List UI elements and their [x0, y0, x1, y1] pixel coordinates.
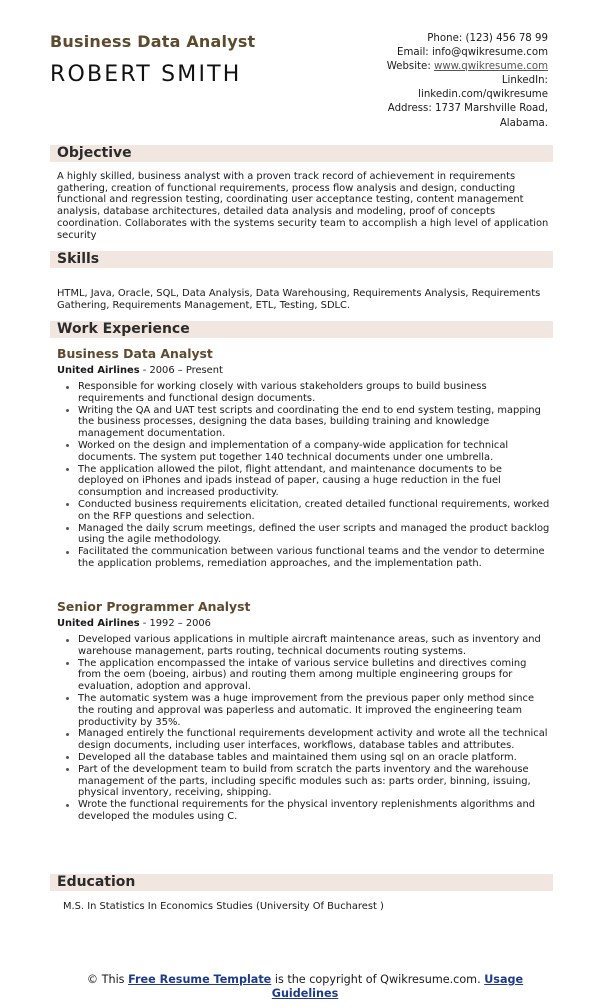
list-item: Facilitated the communication between various functional teams and the vendor to determine the application problems, remediation approaches, and the implementation path. [64, 546, 550, 570]
job-company-2: United Airlines [57, 618, 140, 629]
footer-middle: is the copyright of Qwikresume.com. [271, 973, 485, 986]
job-dates-1: - 2006 – Present [139, 365, 223, 376]
list-item: Managed entirely the functional requirements development activity and wrote all the technical design documents, including user interfaces, workflows, database tables and attributes. [64, 728, 550, 752]
list-item: The application allowed the pilot, flight attendant, and maintenance documents to be deployed on iPhones and ipads instead of paper, causing a huge reduction in the fuel consumption and increased productivity. [64, 464, 550, 499]
list-item: Writing the QA and UAT test scripts and coordinating the end to end system testing, mapping the business processes, designing the data bases, building training and knowledge management documentation. [64, 405, 550, 440]
job-company-line-1 [57, 365, 223, 376]
list-item: Developed various applications in multiple aircraft maintenance areas, such as inventory and warehouse management, parts routing, technical documents routing systems. [64, 634, 550, 658]
objective-text: A highly skilled, business analyst with a proven track record of achievement in requirements gathering, creation of functional requirements, process flow analysis and design, conducting functional and regression testing, coordinating user acceptance testing, content management analysis, database architectures, detailed data analysis and modeling, proof of concepts coordination. Collaborates with the systems security team to accomplish a high level of application security [57, 171, 549, 241]
contact-email: Email: info@qwikresume.com [397, 47, 548, 59]
website-link[interactable]: www.qwikresume.com [433, 61, 548, 73]
list-item: Worked on the design and implementation of a company-wide application for technical documents. The system put together 140 technical documents under one umbrella. [64, 440, 550, 464]
contact-website [288, 60, 548, 74]
header-job-title: Business Data Analyst [50, 32, 256, 51]
job-company-1: United Airlines [57, 365, 140, 376]
contact-block [288, 32, 548, 131]
objective-section-header [50, 145, 553, 162]
contact-linkedin-value: linkedin.com/qwikresume [418, 89, 548, 101]
list-item: Part of the development team to build from scratch the parts inventory and the warehouse management of the parts, including specific modules such as: parts order, binning, issuing, physical inventory, receiving, shipping. [64, 764, 550, 799]
job-company-line-2 [57, 618, 211, 629]
job-title-1: Business Data Analyst [57, 346, 213, 361]
job-title-2: Senior Programmer Analyst [57, 599, 251, 614]
skills-section-header [50, 251, 553, 268]
skills-title: Skills [57, 251, 100, 267]
list-item: Conducted business requirements elicitation, created detailed functional requirements, worked on the RFP questions and selection. [64, 499, 550, 523]
contact-address-line2: Alabama. [499, 117, 548, 129]
job-bullets-1 [64, 381, 550, 570]
education-text: M.S. In Statistics In Economics Studies (University Of Bucharest ) [63, 901, 384, 912]
work-experience-section-header [50, 321, 553, 338]
job-bullets-2 [64, 634, 550, 823]
contact-phone: Phone: (123) 456 78 99 [427, 33, 548, 44]
copyright-footer [50, 973, 560, 1001]
job-dates-2: - 1992 – 2006 [139, 618, 211, 629]
list-item: The automatic system was a huge improvement from the previous paper only method since the routing and approval was paperless and automatic. It improved the engineering team productivity by 35%. [64, 693, 550, 728]
footer-prefix: © This [86, 973, 129, 986]
usage-guidelines-link-part2[interactable]: Guidelines [271, 987, 339, 1000]
free-resume-template-link[interactable]: Free Resume Template [128, 973, 272, 986]
list-item: Responsible for working closely with various stakeholders groups to build business requirements and functional design documents. [64, 381, 550, 405]
education-title: Education [57, 874, 136, 890]
usage-guidelines-link-part1[interactable]: Usage [484, 973, 524, 986]
skills-text: HTML, Java, Oracle, SQL, Data Analysis, Data Warehousing, Requirements Analysis, Requirements Gathering, Requirements Management, ETL, Testing, SDLC. [57, 288, 541, 311]
list-item: Wrote the functional requirements for the physical inventory replenishments algorithms and developed the modules using C. [64, 799, 550, 823]
education-section-header [50, 874, 553, 891]
list-item: The application encompassed the intake of various service bulletins and directives coming from the oem (boeing, airbus) and routing them among multiple engineering groups for evaluation, adoption and approval. [64, 658, 550, 693]
list-item: Developed all the database tables and maintained them using sql on an oracle platform. [64, 752, 550, 764]
contact-linkedin-label: LinkedIn: [501, 75, 548, 87]
objective-title: Objective [57, 145, 132, 161]
website-label: Website: [386, 61, 434, 73]
person-name: ROBERT SMITH [50, 62, 242, 87]
resume-header [50, 32, 550, 127]
list-item: Managed the daily scrum meetings, defined the user scripts and managed the product backlog using the agile methodology. [64, 523, 550, 547]
work-experience-title: Work Experience [57, 321, 190, 337]
contact-address-line1: Address: 1737 Marshville Road, [387, 103, 548, 115]
